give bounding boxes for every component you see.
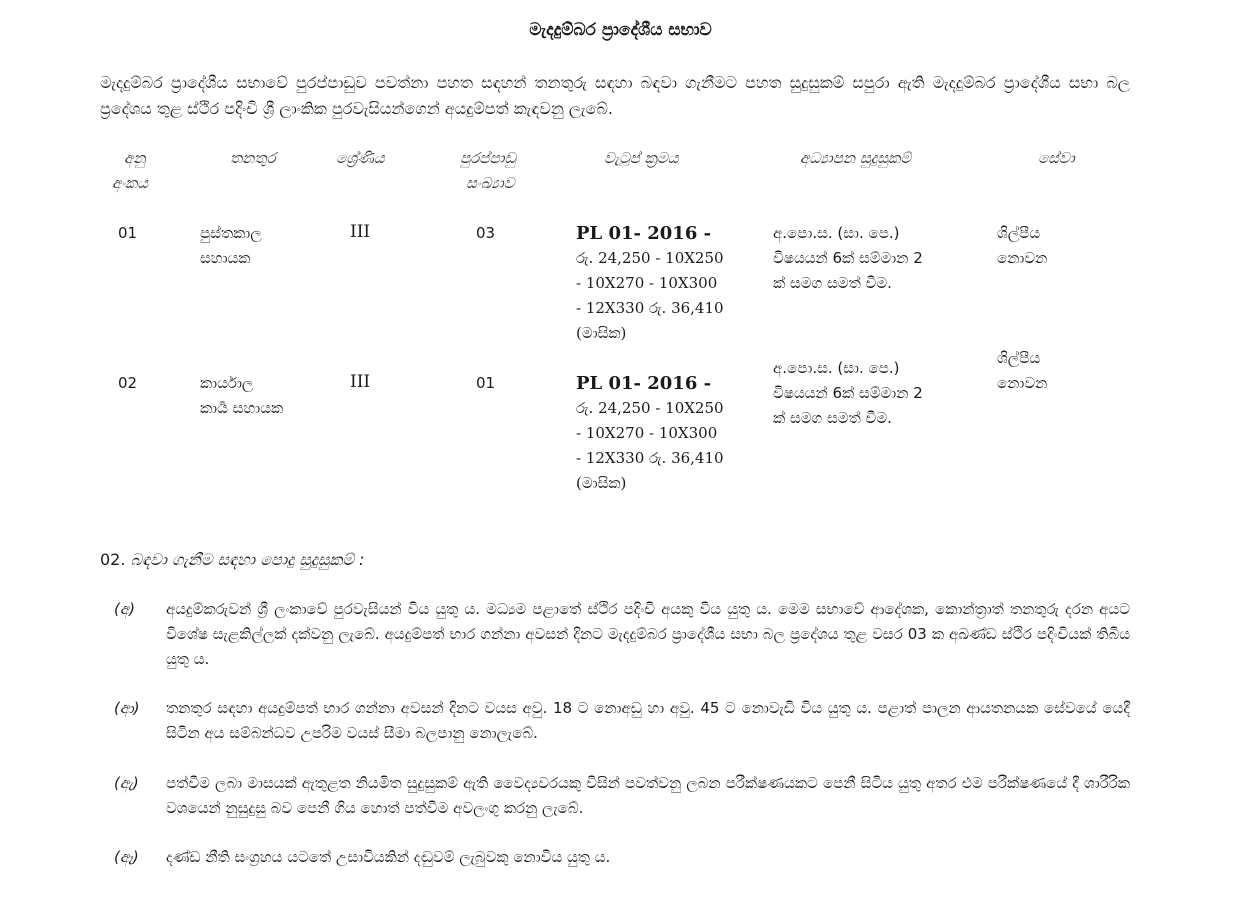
row-qualifications: [773, 356, 973, 431]
header-vacancies-line2: සංඛ්‍යාව: [466, 174, 515, 192]
header-no-line2: අංකය: [112, 174, 149, 192]
row-post-line1: පුස්තකාල: [200, 224, 262, 242]
header-no-line1: අනු: [124, 149, 146, 167]
row-vacancies: 01: [476, 374, 496, 392]
row-salary-code: PL 01- 2016 -: [576, 373, 712, 394]
header-post: තනතුර: [230, 149, 276, 167]
header-no: [112, 146, 182, 196]
row-qual-line3: ක් සමග සමත් වීම.: [773, 409, 892, 427]
row-service: [997, 346, 1107, 396]
row-salary-line2: රු. 24,250 - 10X250: [576, 249, 724, 267]
row-service-line2: නොවන: [997, 249, 1048, 267]
row-qual-line3: ක් සමග සමත් වීම.: [773, 274, 892, 292]
header-vacancies: [460, 146, 560, 196]
row-qual-line1: අ.පො.ස. (සා. පෙ.): [773, 224, 900, 242]
row-salary-line5: (මාසික): [576, 324, 627, 342]
row-salary: [576, 371, 756, 496]
row-no: 02: [118, 374, 138, 392]
row-grade: III: [350, 222, 371, 242]
header-service: සේවා: [1038, 149, 1075, 167]
row-service-line1: ශිල්පීය: [997, 349, 1041, 367]
row-salary-line4: - 12X330 රු. 36,410: [576, 449, 724, 467]
item-label: (ඈ): [114, 848, 139, 866]
row-salary-line5: (මාසික): [576, 474, 627, 492]
section-title: බඳවා ගැනීම සඳහා පොදු සුදුසුකම් :: [130, 550, 365, 569]
section-heading: [100, 548, 364, 572]
header-qualifications: අධ්‍යාපන සුදුසුකම්: [800, 149, 912, 167]
section-number: 02.: [100, 550, 126, 569]
row-service-line2: නොවන: [997, 374, 1048, 392]
item-label: (අ): [114, 600, 135, 618]
row-salary-line2: රු. 24,250 - 10X250: [576, 399, 724, 417]
row-qual-line2: විෂයයන් 6ක් සම්මාන 2: [773, 249, 923, 267]
row-vacancies: 03: [476, 224, 496, 242]
row-grade: III: [350, 372, 371, 392]
header-salary: වැටුප් ක්‍රමය: [604, 149, 679, 167]
header-vacancies-line1: පුරප්පාඩු: [460, 149, 516, 167]
item-text: දණ්ඩ නීති සංග්‍රහය යටතේ උසාවියකින් දඬුවම් ලැබුවකු නොවිය යුතු ය.: [166, 848, 611, 866]
item-text: තනතුර සඳහා අයදුම්පත් භාර ගන්නා අවසන් දිනට වයස අවු. 18 ට නොඅඩු හා අවු. 45 ට නොවැඩි විය යුතු ය. පළාත් පාලන ආයතනයක සේවයේ යෙදී සිටින අය සම්බන්ධව උපරිම වයස් සීමා බලපානු නොලැබේ.: [166, 699, 1130, 742]
row-post-line2: සහායක: [200, 249, 251, 267]
row-qual-line1: අ.පො.ස. (සා. පෙ.): [773, 359, 900, 377]
row-salary-line4: - 12X330 රු. 36,410: [576, 299, 724, 317]
page-title: මැදදුම්බර ප්‍රාදේශීය සභාව: [529, 20, 712, 40]
row-qual-line2: විෂයයන් 6ක් සම්මාන 2: [773, 384, 923, 402]
row-no: 01: [118, 224, 138, 242]
item-label: (ඇ): [114, 774, 139, 792]
row-service: [997, 221, 1107, 271]
row-post-line1: කාර්යාල: [200, 374, 254, 392]
row-salary: [576, 221, 756, 346]
row-salary-line3: - 10X270 - 10X300: [576, 274, 718, 292]
row-salary-line3: - 10X270 - 10X300: [576, 424, 718, 442]
item-text: අයදුම්කරුවන් ශ්‍රී ලංකාවේ පුරවැසියන් විය යුතු ය. මධ්‍යම පළාතේ ස්ථිර පදිංචි අයකු විය යුතු ය. මෙම සභාවේ ආදේශක, කොන්ත්‍රාත් තනතුරු දරන අයට විශේෂ සැළකිල්ලක් දක්වනු ලැබේ. අයදුම්පත් භාර ගන්නා අවසන් දිනට මැදදුම්බර ප්‍රාදේශීය සභා බල ප්‍රදේශය තුළ වසර 03 ක අඛණ්ඩ ස්ථිර පදිංචියක් තිබිය යුතු ය.: [166, 600, 1130, 668]
row-service-line1: ශිල්පීය: [997, 224, 1041, 242]
item-text: පත්වීම ලබා මාසයක් ඇතුළත නියමිත සුදුසුකම් ඇති වෛද්‍යවරයකු විසින් පවත්වනු ලබන පරීක්ෂණයකට පෙනී සිටිය යුතු අතර එම පරීක්ෂණයේ දී ශාරීරික වශයෙන් නුසුදුසු බව පෙනී ගිය හොත් පත්වීම අවලංගු කරනු ලැබේ.: [166, 774, 1130, 817]
row-salary-code: PL 01- 2016 -: [576, 223, 712, 244]
header-grade: ශ්‍රේණිය: [336, 149, 385, 167]
intro-paragraph: මැදදුම්බර ප්‍රාදේශීය සභාවේ පුරප්පාඩුව පවත්නා පහත සඳහන් තනතුරු සඳහා බඳවා ගැනීමට පහත සුදුසුකම් සපුරා ඇති මැදදුම්බර ප්‍රාදේශීය සභා බල ප්‍රදේශය තුළ ස්ථිර පදිංචි ශ්‍රී ලාංකික පුරවැසියන්ගෙන් අයදුම්පත් කැඳවනු ලැබේ.: [100, 73, 1130, 118]
row-qualifications: [773, 221, 973, 296]
item-label: (ආ): [114, 699, 140, 717]
row-post-line2: කාර්‍ය සහායක: [200, 399, 284, 417]
row-post: [200, 221, 330, 271]
row-post: [200, 371, 330, 421]
